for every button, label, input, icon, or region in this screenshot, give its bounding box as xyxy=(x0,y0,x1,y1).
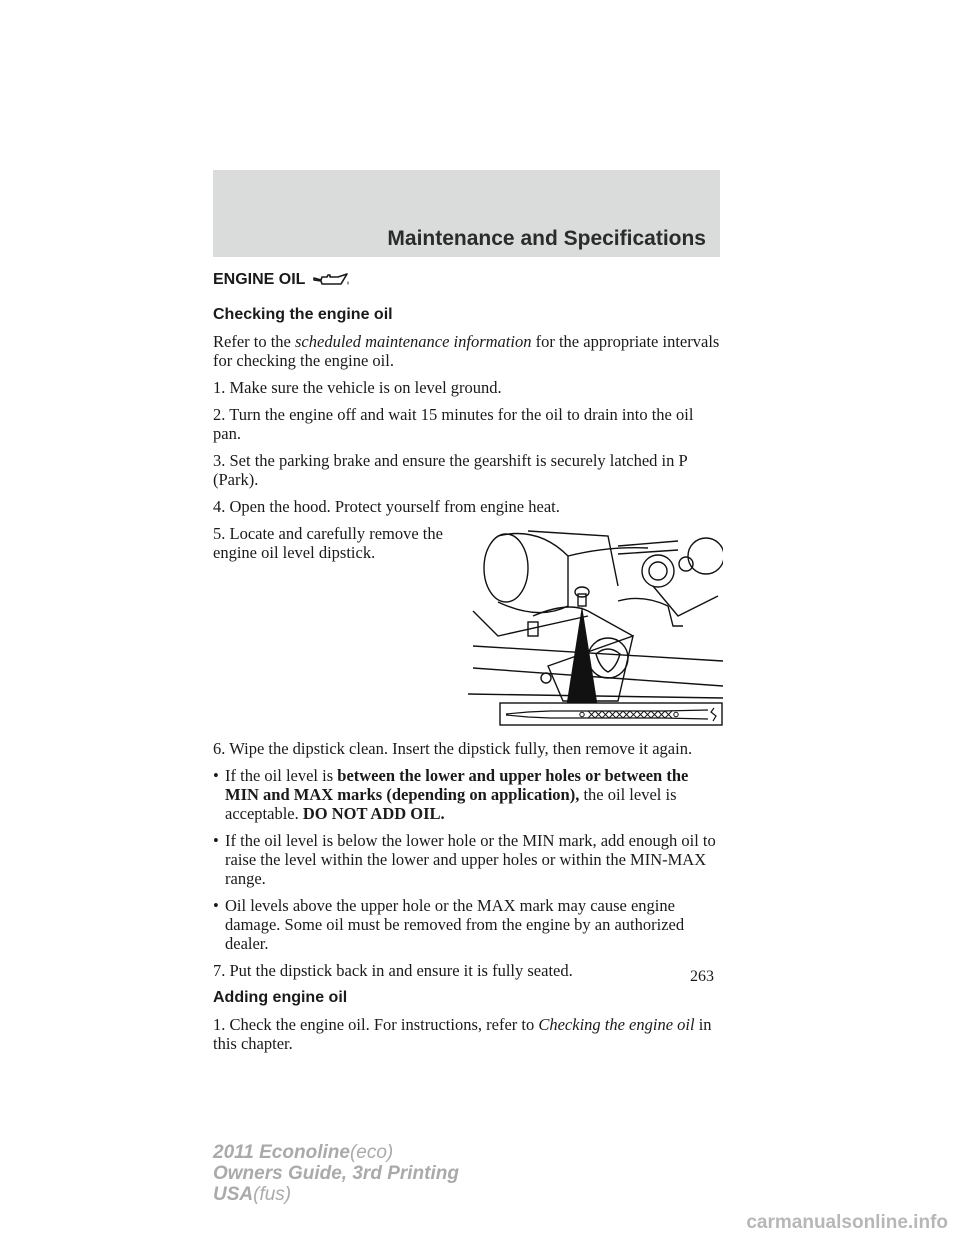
bullet-low xyxy=(213,831,723,888)
footer-model-code: (eco) xyxy=(349,1142,394,1163)
footer-market: USA xyxy=(213,1184,254,1205)
bullet-1-text-b: the oil level is acceptable. xyxy=(225,785,677,823)
bullet-text: If the oil level is below the lower hole or the MIN mark, add enough oil to raise the level within the lower and upper holes or within the MIN-MAX range. xyxy=(225,831,716,888)
intro-paragraph xyxy=(213,332,723,370)
step-2: 2. Turn the engine off and wait 15 minutes for the oil to drain into the oil pan. xyxy=(213,405,694,443)
bullet-1-bold-a: between the lower and upper holes or between the MIN and MAX marks (depending on application), xyxy=(225,766,689,804)
step-5-with-figure xyxy=(213,524,723,731)
step-4: 4. Open the hood. Protect yourself from engine heat. xyxy=(213,497,560,516)
intro-text-1: Refer to the xyxy=(213,332,296,351)
bullet-text: Oil levels above the upper hole or the MAX mark may cause engine damage. Some oil must be removed from the engine by an authorized dealer. xyxy=(225,896,685,953)
intro-text-2: for the appropriate intervals for checking the engine oil. xyxy=(213,332,720,370)
bullet-dot: • xyxy=(213,766,219,785)
checking-heading: Checking the engine oil xyxy=(213,306,393,323)
footer-market-code: (fus) xyxy=(253,1184,292,1205)
adding-heading: Adding engine oil xyxy=(213,989,348,1006)
bullet-1-text-a: If the oil level is xyxy=(225,766,338,785)
footer-model: 2011 Econoline xyxy=(213,1142,350,1163)
section-title: ENGINE OIL xyxy=(213,271,306,288)
step-7: 7. Put the dipstick back in and ensure it is fully seated. xyxy=(213,961,573,980)
step-5: 5. Locate and carefully remove the engine oil level dipstick. xyxy=(213,524,443,562)
bullet-dot: • xyxy=(213,831,219,850)
footer-line-3 xyxy=(213,1184,459,1205)
adding-step-1 xyxy=(213,1015,723,1053)
oil-can-icon xyxy=(311,272,351,288)
step-1: 1. Make sure the vehicle is on level ground. xyxy=(213,378,502,397)
bullet-1-bold-b: DO NOT ADD OIL. xyxy=(302,804,445,823)
page-content xyxy=(213,270,723,1061)
adding-step-text-b: in this chapter. xyxy=(213,1015,712,1053)
bullet-acceptable xyxy=(213,766,723,823)
page-number: 263 xyxy=(690,968,714,985)
print-footer xyxy=(213,1142,459,1205)
step-3: 3. Set the parking brake and ensure the gearshift is securely latched in P (Park). xyxy=(213,451,688,489)
bullet-high xyxy=(213,896,723,953)
dipstick-illustration xyxy=(468,526,723,731)
step-6: 6. Wipe the dipstick clean. Insert the dipstick fully, then remove it again. xyxy=(213,739,693,758)
footer-line-2: Owners Guide, 3rd Printing xyxy=(213,1163,459,1184)
bullet-dot: • xyxy=(213,896,219,915)
watermark: carmanualsonline.info xyxy=(746,1212,948,1233)
bullet-text xyxy=(225,766,723,823)
adding-step-text-a: 1. Check the engine oil. For instructions, refer to xyxy=(213,1015,539,1034)
checking-reference: Checking the engine oil xyxy=(538,1015,695,1034)
chapter-header-band xyxy=(213,170,720,257)
chapter-title: Maintenance and Specifications xyxy=(387,227,706,250)
section-heading xyxy=(213,270,723,289)
maintenance-reference: scheduled maintenance information xyxy=(295,332,532,351)
footer-line-1 xyxy=(213,1142,459,1163)
